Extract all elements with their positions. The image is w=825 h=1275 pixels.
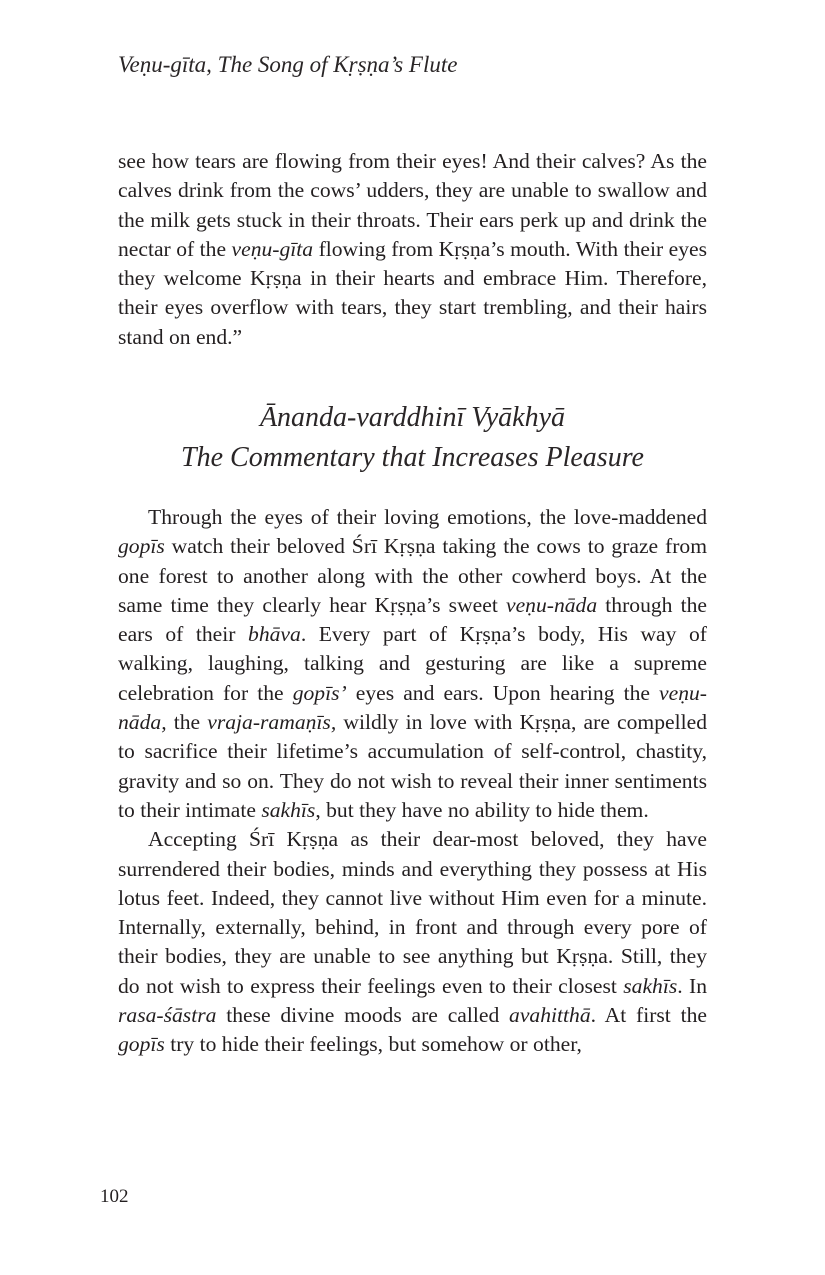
text-run: these divine moods are called bbox=[216, 1003, 510, 1028]
text-run: Through the eyes of their loving emotions, the love-maddened bbox=[148, 505, 707, 529]
text-run: see how tears are flowing from their eyes! And their calves? As the calves drink from the cows’ udders, they are unable to swallow and the milk gets stuck in their throats. Their ears perk up and drink the nectar of the bbox=[118, 149, 707, 261]
italic-term: gopīs bbox=[118, 534, 165, 559]
italic-term: sakhīs bbox=[261, 797, 316, 822]
italic-term: gopīs’ bbox=[292, 680, 347, 705]
section-title-line-2: The Commentary that Increases Pleasure bbox=[181, 442, 644, 473]
intro-paragraph bbox=[118, 147, 707, 352]
italic-term: bhāva bbox=[248, 622, 301, 647]
italic-term: sakhīs bbox=[623, 973, 678, 998]
italic-term: vraja-ramaṇīs, bbox=[207, 710, 337, 735]
text-run: . At first the bbox=[590, 1003, 707, 1028]
text-run: eyes and ears. Upon hearing the bbox=[346, 680, 660, 705]
paragraph-text bbox=[118, 147, 707, 352]
commentary-body bbox=[118, 503, 707, 1060]
text-run: . In bbox=[677, 973, 707, 998]
text-run: through the ears of their bbox=[118, 592, 708, 647]
italic-term: veṇu-nāda bbox=[506, 592, 598, 617]
italic-term: veṇu-nāda, bbox=[118, 680, 707, 735]
page-number: 102 bbox=[100, 1186, 129, 1207]
commentary-paragraph-1 bbox=[118, 503, 707, 825]
text-run: watch their beloved Śrī Kṛṣṇa taking the cows to graze from one forest to another along with the other cowherd boys. At the same time they clearly hear Kṛṣṇa’s sweet bbox=[118, 534, 707, 617]
text-run: the bbox=[166, 710, 208, 735]
italic-term: veṇu-gīta bbox=[231, 236, 314, 261]
section-heading bbox=[118, 398, 707, 478]
text-run: wildly in love with Kṛṣṇa, are compelled to sacrifice their lifetime’s accumulation of self-control, chastity, gravity and so on. They do not wish to reveal their inner sentiments to their intimate bbox=[118, 710, 707, 822]
italic-term: gopīs bbox=[118, 1032, 165, 1057]
text-run: . Every part of Kṛṣṇa’s body, His way of walking, laughing, talking and gesturing are like a supreme celebration for the bbox=[118, 622, 707, 705]
text-run: , but they have no ability to hide them. bbox=[315, 797, 649, 822]
text-run: try to hide their feelings, but somehow or other, bbox=[164, 1032, 582, 1057]
italic-term: avahitthā bbox=[509, 1003, 591, 1028]
italic-term: rasa-śāstra bbox=[118, 1003, 217, 1028]
text-run: Accepting Śrī Kṛṣṇa as their dear-most beloved, they have surrendered their bodies, minds and everything they possess at His lotus feet. Indeed, they cannot live without Him even for a minute. Internally, externally, behind, in front and through every pore of their bodies, they are unable to see anything but Kṛṣṇa. Still, they do not wish to express their feelings even to their closest bbox=[118, 827, 707, 998]
commentary-paragraph-2 bbox=[118, 825, 707, 1059]
text-run: flowing from Kṛṣṇa’s mouth. With their eyes they welcome Kṛṣṇa in their hearts and embrace Him. Therefore, their eyes overflow with tears, they start trembling, and their hairs stand on end.” bbox=[118, 236, 707, 349]
running-head: Veṇu-gīta, The Song of Kṛṣṇa’s Flute bbox=[118, 52, 458, 77]
section-title-line-1: Ānanda-varddhinī Vyākhyā bbox=[259, 402, 566, 433]
